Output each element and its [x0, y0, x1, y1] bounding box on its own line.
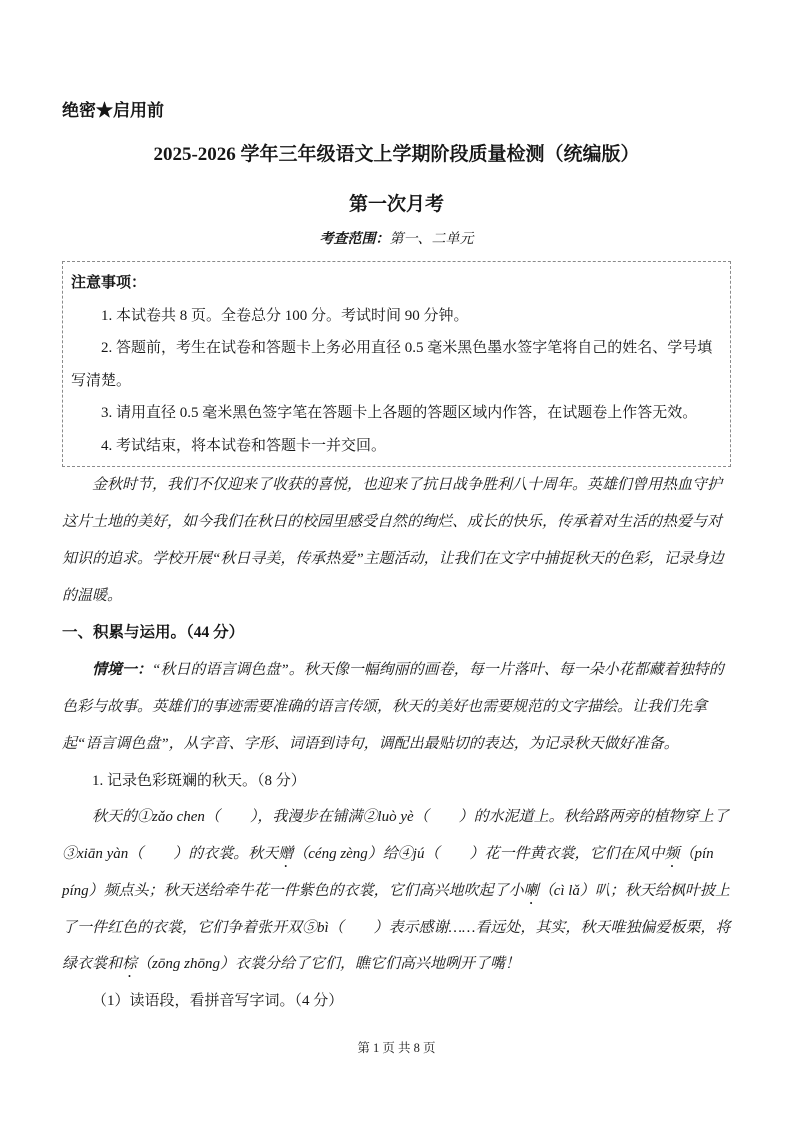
section1-heading: 一、积累与运用。（44 分） — [62, 624, 245, 642]
page-footer: 第 1 页 共 8 页 — [357, 1041, 436, 1055]
exam-scope-label: 考查范围： — [319, 232, 390, 248]
question1-sub1: （1）读语段，看拼音写字词。（4 分） — [92, 993, 344, 1010]
notice-item-2: 2. 答题前，考生在试卷和答题卡上务必用直径 0.5 毫米黑色墨水签字笔将自己的姓名、学号填写清楚。 — [71, 340, 713, 389]
intro-paragraph: 金秋时节，我们不仅迎来了收获的喜悦，也迎来了抗日战争胜利八十周年。英雄们曾用热血守护这片土地的美好，如今我们在秋日的校园里感受自然的绚烂、成长的快乐，传承着对生活的热爱与对知识的追求。学校开展“秋日寻美，传承热爱”主题活动，让我们在文字中捕捉秋天的色彩，记录身边的温暖。 — [62, 477, 724, 604]
scenario1-text: “秋日的语言调色盘”。秋天像一幅绚丽的画卷，每一片落叶、每一朵小花都藏着独特的色彩与故事。英雄们的事迹需要准确的语言传颂，秋天的美好也需要规范的文字描绘。让我们先拿起“语言调色盘”，从字音、字形、词语到诗句，调配出最贴切的表达，为记录秋天做好准备。 — [62, 662, 724, 752]
security-banner: 绝密★启用前 — [62, 101, 164, 120]
notice-item-1: 1. 本试卷共 8 页。全卷总分 100 分。考试时间 90 分钟。 — [101, 307, 469, 324]
exam-scope-value: 第一、二单元 — [389, 232, 474, 248]
notice-item-4: 4. 考试结束，将本试卷和答题卡一并交回。 — [101, 437, 387, 454]
question1-heading: 1. 记录色彩斑斓的秋天。（8 分） — [92, 772, 306, 789]
notice-heading: 注意事项： — [71, 275, 147, 292]
exam-body — [62, 467, 731, 1019]
scenario1-label: 情境一： — [92, 662, 153, 679]
exam-title: 2025-2026 学年三年级语文上学期阶段质量检测（统编版） — [153, 144, 640, 166]
notice-box — [62, 261, 731, 467]
exam-session-title: 第一次月考 — [348, 193, 444, 215]
question1-pinyin-passage: 秋天的①zǎo chen（ ），我漫步在铺满②luò yè（ ）的水泥道上。秋给路两旁的植物穿上了③xiān yàn（ ）的衣裳。秋天赠（céng zèng）给④jú（ ）花一件黄衣裳，它们在风中频（pín píng）频点头；秋天送给牵牛花一件紫色的衣裳，它们高兴地吹起了小喇（cì lǎ）叭；秋天给枫叶披上了一件红色的衣裳，它们争着张开双⑤bì（ ）表示感谢……看远处，其实，秋天唯独偏爱板栗，将绿衣裳和棕（zōng zhōng）衣裳分给了它们，瞧它们高兴地咧开了嘴！ — [62, 809, 731, 973]
exam-scope-line — [62, 230, 731, 250]
scenario1-paragraph — [62, 652, 731, 762]
notice-item-3: 3. 请用直径 0.5 毫米黑色签字笔在答题卡上各题的答题区域内作答，在试题卷上作答无效。 — [101, 405, 698, 422]
